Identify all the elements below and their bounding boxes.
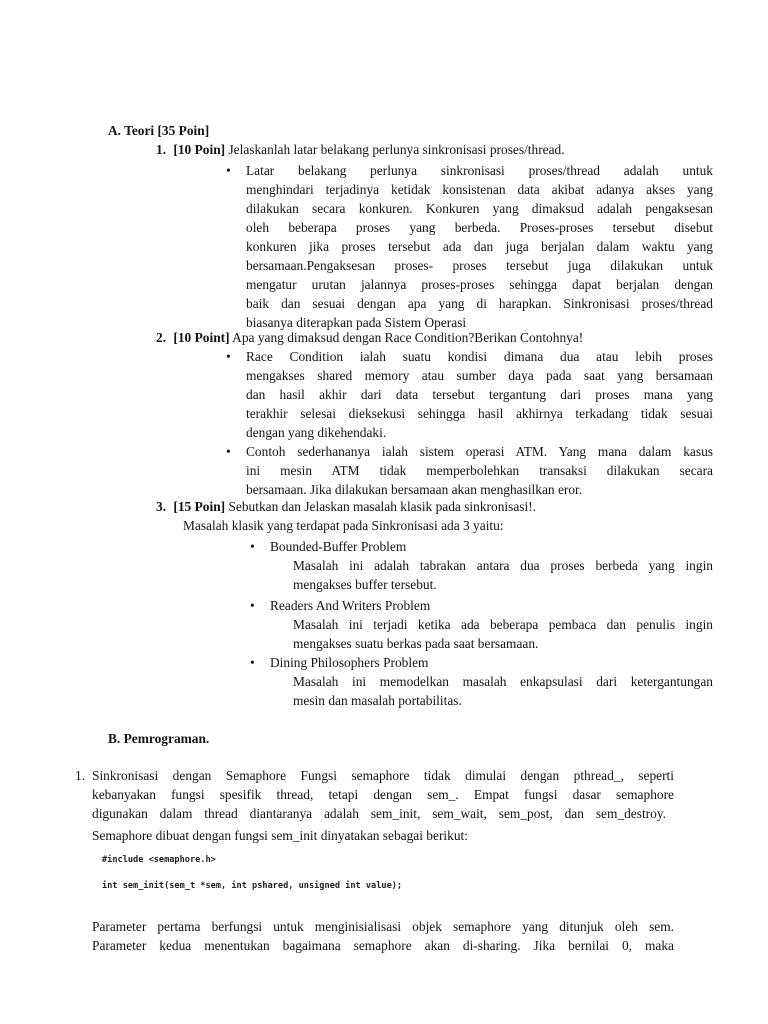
question-3-number: 3. [156, 499, 167, 514]
answer-line: biasanya diterapkan pada Sistem Operasi [246, 315, 467, 330]
problem-title: Readers And Writers Problem [270, 598, 431, 613]
paragraph-line: Semaphore dibuat dengan fungsi sem_init dinyatakan sebagai berikut: [92, 828, 468, 843]
paragraph-line: kebanyakan fungsi spesifik thread, tetapi dengan sem_. Empat fungsi dasar semaphore [92, 787, 674, 802]
code-sem-init: int sem_init(sem_t *sem, int pshared, unsigned int value); [102, 881, 403, 891]
answer-line: bersamaan.Pengaksesan proses- proses tersebut juga dilakukan untuk [246, 258, 713, 273]
question-2-number: 2. [156, 330, 167, 345]
question-2-answer-1 [246, 347, 713, 442]
question-1-number: 1. [156, 142, 167, 157]
answer-line: Contoh sederhananya ialah sistem operasi ATM. Yang mana dalam kasus [246, 444, 713, 459]
problem-title: Bounded-Buffer Problem [270, 539, 407, 554]
problem-desc: Masalah ini adalah tabrakan antara dua proses berbeda yang ingin [293, 558, 713, 573]
problem-desc: Masalah ini memodelkan masalah enkapsulasi dari ketergantungan [293, 674, 713, 689]
answer-line: mengatur urutan jalannya proses-proses sehingga dapat berjalan dengan [246, 277, 713, 292]
bullet-icon: • [226, 163, 231, 178]
answer-line: mengakses shared memory atau sumber daya pada saat yang bersamaan [246, 368, 713, 383]
paragraph-line: Parameter kedua menentukan bagaimana semaphore akan di-sharing. Jika bernilai 0, maka [92, 938, 674, 953]
question-3-text: Sebutkan dan Jelaskan masalah klasik pada sinkronisasi!. [225, 499, 536, 514]
answer-line: konkuren jika proses tersebut ada dan juga berjalan dalam waktu yang [246, 239, 713, 254]
problem-desc: mesin dan masalah portabilitas. [293, 693, 462, 708]
answer-line: terakhir selesai dieksekusi sehingga hasil akhirnya terkadang tidak sesuai [246, 406, 713, 421]
answer-line: ini mesin ATM tidak memperbolehkan transaksi dilakukan secara [246, 463, 713, 478]
question-3-points: [15 Poin] [173, 499, 226, 514]
question-2 [156, 328, 583, 347]
question-1-points: [10 Poin] [173, 142, 226, 157]
answer-line: dan hasil akhir dari data tersebut tergantung dari proses mana yang [246, 387, 713, 402]
bullet-icon: • [250, 598, 255, 613]
answer-line: Latar belakang perlunya sinkronisasi proses/thread adalah untuk [246, 163, 713, 178]
paragraph-number: 1. [75, 768, 86, 783]
question-1 [156, 140, 565, 159]
answer-line: menghindari terjadinya ketidak konsistenan data akibat adanya akses yang [246, 182, 713, 197]
question-1-text: Jelaskanlah latar belakang perlunya sinkronisasi proses/thread. [225, 142, 565, 157]
question-2-points: [10 Point] [173, 330, 230, 345]
problem-title: Dining Philosophers Problem [270, 655, 429, 670]
question-2-answer-2 [246, 442, 713, 499]
answer-line: bersamaan. Jika dilakukan bersamaan akan menghasilkan eror. [246, 482, 583, 497]
problem-desc: Masalah ini terjadi ketika ada beberapa pembaca dan penulis ingin [293, 617, 713, 632]
code-include: #include <semaphore.h> [102, 855, 216, 865]
section-a-heading: A. Teori [35 Poin] [108, 123, 210, 138]
bullet-icon: • [226, 349, 231, 364]
question-3 [156, 497, 536, 516]
problem-desc: mengakses buffer tersebut. [293, 577, 437, 592]
question-2-text: Apa yang dimaksud dengan Race Condition?Berikan Contohnya! [229, 330, 584, 345]
answer-line: oleh beberapa proses yang berbeda. Proses-proses tersebut disebut [246, 220, 713, 235]
problem-desc: mengakses suatu berkas pada saat bersamaan. [293, 636, 539, 651]
question-3-intro: Masalah klasik yang terdapat pada Sinkronisasi ada 3 yaitu: [183, 518, 504, 533]
bullet-icon: • [250, 655, 255, 670]
question-1-answer [246, 161, 713, 332]
answer-line: baik dan sesuai dengan apa yang di harapkan. Sinkronisasi proses/thread [246, 296, 713, 311]
paragraph-line: Sinkronisasi dengan Semaphore Fungsi semaphore tidak dimulai dengan pthread_, seperti [92, 768, 674, 783]
section-b-heading: B. Pemrograman. [108, 731, 210, 746]
bullet-icon: • [226, 444, 231, 459]
answer-line: dilakukan secara konkuren. Konkuren yang dimaksud adalah pengaksesan [246, 201, 713, 216]
paragraph-line: digunakan dalam thread diantaranya adalah sem_init, sem_wait, sem_post, dan sem_destroy. [92, 806, 666, 821]
answer-line: Race Condition ialah suatu kondisi dimana dua atau lebih proses [246, 349, 713, 364]
paragraph-line: Parameter pertama berfungsi untuk menginisialisasi objek semaphore yang ditunjuk oleh sem. [92, 919, 674, 934]
bullet-icon: • [250, 539, 255, 554]
answer-line: dengan yang dikehendaki. [246, 425, 387, 440]
